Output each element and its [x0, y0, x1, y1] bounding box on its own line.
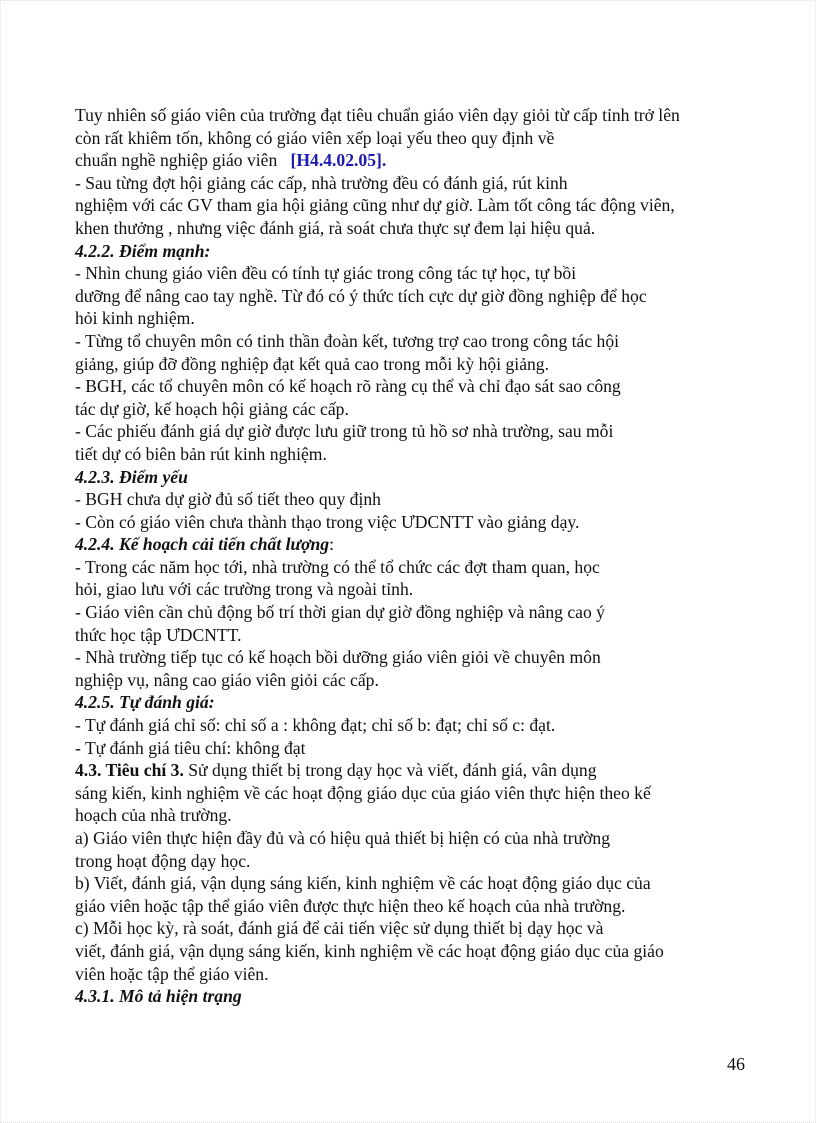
paragraph-line: - BGH, các tổ chuyên môn có kế hoạch rõ ràng cụ thể và chỉ đạo sát sao công [75, 376, 621, 397]
paragraph-line: khen thưởng , nhưng việc đánh giá, rà soát chưa thực sự đem lại hiệu quả. [75, 217, 596, 238]
section-heading-line [75, 533, 725, 556]
section-heading: 4.2.3. Điểm yếu [75, 466, 188, 487]
paragraph-line: tiết dự có biên bản rút kinh nghiệm. [75, 443, 327, 464]
paragraph-line: a) Giáo viên thực hiện đầy đủ và có hiệu quả thiết bị hiện có của nhà trường [75, 828, 611, 848]
paragraph-line: nghiệm với các GV tham gia hội giảng cũng như dự giờ. Làm tốt công tác động viên, [75, 195, 675, 216]
document-body [75, 104, 725, 1008]
section-heading: 4.2.2. Điểm mạnh: [75, 240, 211, 261]
paragraph-line: - Các phiếu đánh giá dự giờ được lưu giữ trong tủ hồ sơ nhà trường, sau mỗi [75, 421, 614, 442]
paragraph-line: nghiệp vụ, nâng cao giáo viên giỏi các cấp. [75, 669, 379, 690]
paragraph-line: - Giáo viên cần chủ động bố trí thời gian dự giờ đồng nghiệp và nâng cao ý [75, 602, 605, 623]
page-number: 46 [727, 1054, 745, 1074]
section-heading: 4.2.4. Kế hoạch cải tiến chất lượng [75, 534, 330, 555]
heading-colon: : [329, 534, 334, 555]
paragraph-line: thức học tập ƯDCNTT. [75, 624, 242, 645]
paragraph-line: b) Viết, đánh giá, vận dụng sáng kiến, kinh nghiệm về các hoạt động giáo dục của [75, 873, 651, 894]
paragraph-line: tác dự giờ, kế hoạch hội giảng các cấp. [75, 398, 349, 419]
paragraph-line: - Trong các năm học tới, nhà trường có thể tổ chức các đợt tham quan, học [75, 556, 600, 577]
evidence-reference: [H4.4.02.05]. [290, 150, 387, 171]
paragraph-line: hỏi kinh nghiệm. [75, 308, 195, 329]
paragraph-line: - Tự đánh giá tiêu chí: không đạt [75, 737, 306, 758]
criterion-heading: 4.3. Tiêu chí 3. [75, 760, 184, 781]
paragraph-line: - Còn có giáo viên chưa thành thạo trong việc ƯDCNTT vào giảng dạy. [75, 511, 580, 532]
paragraph-line: hỏi, giao lưu với các trường trong và ngoài tỉnh. [75, 579, 414, 600]
paragraph-line: còn rất khiêm tốn, không có giáo viên xếp loại yếu theo quy định về [75, 127, 555, 148]
paragraph-line: viên hoặc tập thể giáo viên. [75, 963, 269, 984]
paragraph-line: dưỡng để nâng cao tay nghề. Từ đó có ý thức tích cực dự giờ đồng nghiệp để học [75, 285, 647, 306]
paragraph-line: - Nhà trường tiếp tục có kế hoạch bồi dưỡng giáo viên giỏi về chuyên môn [75, 647, 601, 668]
paragraph-line: viết, đánh giá, vận dụng sáng kiến, kinh nghiệm về các hoạt động giáo dục của giáo [75, 940, 664, 961]
paragraph-line: c) Mỗi học kỳ, rà soát, đánh giá để cải tiến việc sử dụng thiết bị dạy học và [75, 918, 604, 939]
section-heading: 4.2.5. Tự đánh giá: [75, 692, 215, 713]
criterion-line [75, 759, 725, 782]
paragraph-text: chuẩn nghề nghiệp giáo viên [75, 150, 278, 171]
paragraph-line: trong hoạt động dạy học. [75, 850, 251, 871]
paragraph-line: sáng kiến, kinh nghiệm về các hoạt động giáo dục của giáo viên thực hiện theo kế [75, 782, 651, 803]
paragraph-line: - Từng tổ chuyên môn có tinh thần đoàn kết, tương trợ cao trong công tác hội [75, 330, 620, 351]
paragraph-line: Tuy nhiên số giáo viên của trường đạt tiêu chuẩn giáo viên dạy giỏi từ cấp tỉnh trở lên [75, 105, 680, 125]
paragraph-line: - Sau từng đợt hội giảng các cấp, nhà trường đều có đánh giá, rút kinh [75, 172, 568, 193]
paragraph-line: - BGH chưa dự giờ đủ số tiết theo quy định [75, 489, 381, 510]
paragraph-line: - Nhìn chung giáo viên đều có tính tự giác trong công tác tự học, tự bồi [75, 263, 577, 284]
paragraph-line: - Tự đánh giá chỉ số: chỉ số a : không đạt; chỉ số b: đạt; chỉ số c: đạt. [75, 715, 556, 736]
paragraph-line: giảng, giúp đỡ đồng nghiệp đạt kết quả cao trong mỗi kỳ hội giảng. [75, 353, 549, 374]
paragraph-line [75, 149, 725, 172]
section-heading: 4.3.1. Mô tả hiện trạng [75, 986, 242, 1007]
paragraph-line: giáo viên hoặc tập thể giáo viên được thực hiện theo kế hoạch của nhà trường. [75, 895, 626, 916]
criterion-text: Sử dụng thiết bị trong dạy học và viết, đánh giá, vân dụng [183, 760, 597, 781]
paragraph-line: hoạch của nhà trường. [75, 805, 232, 826]
